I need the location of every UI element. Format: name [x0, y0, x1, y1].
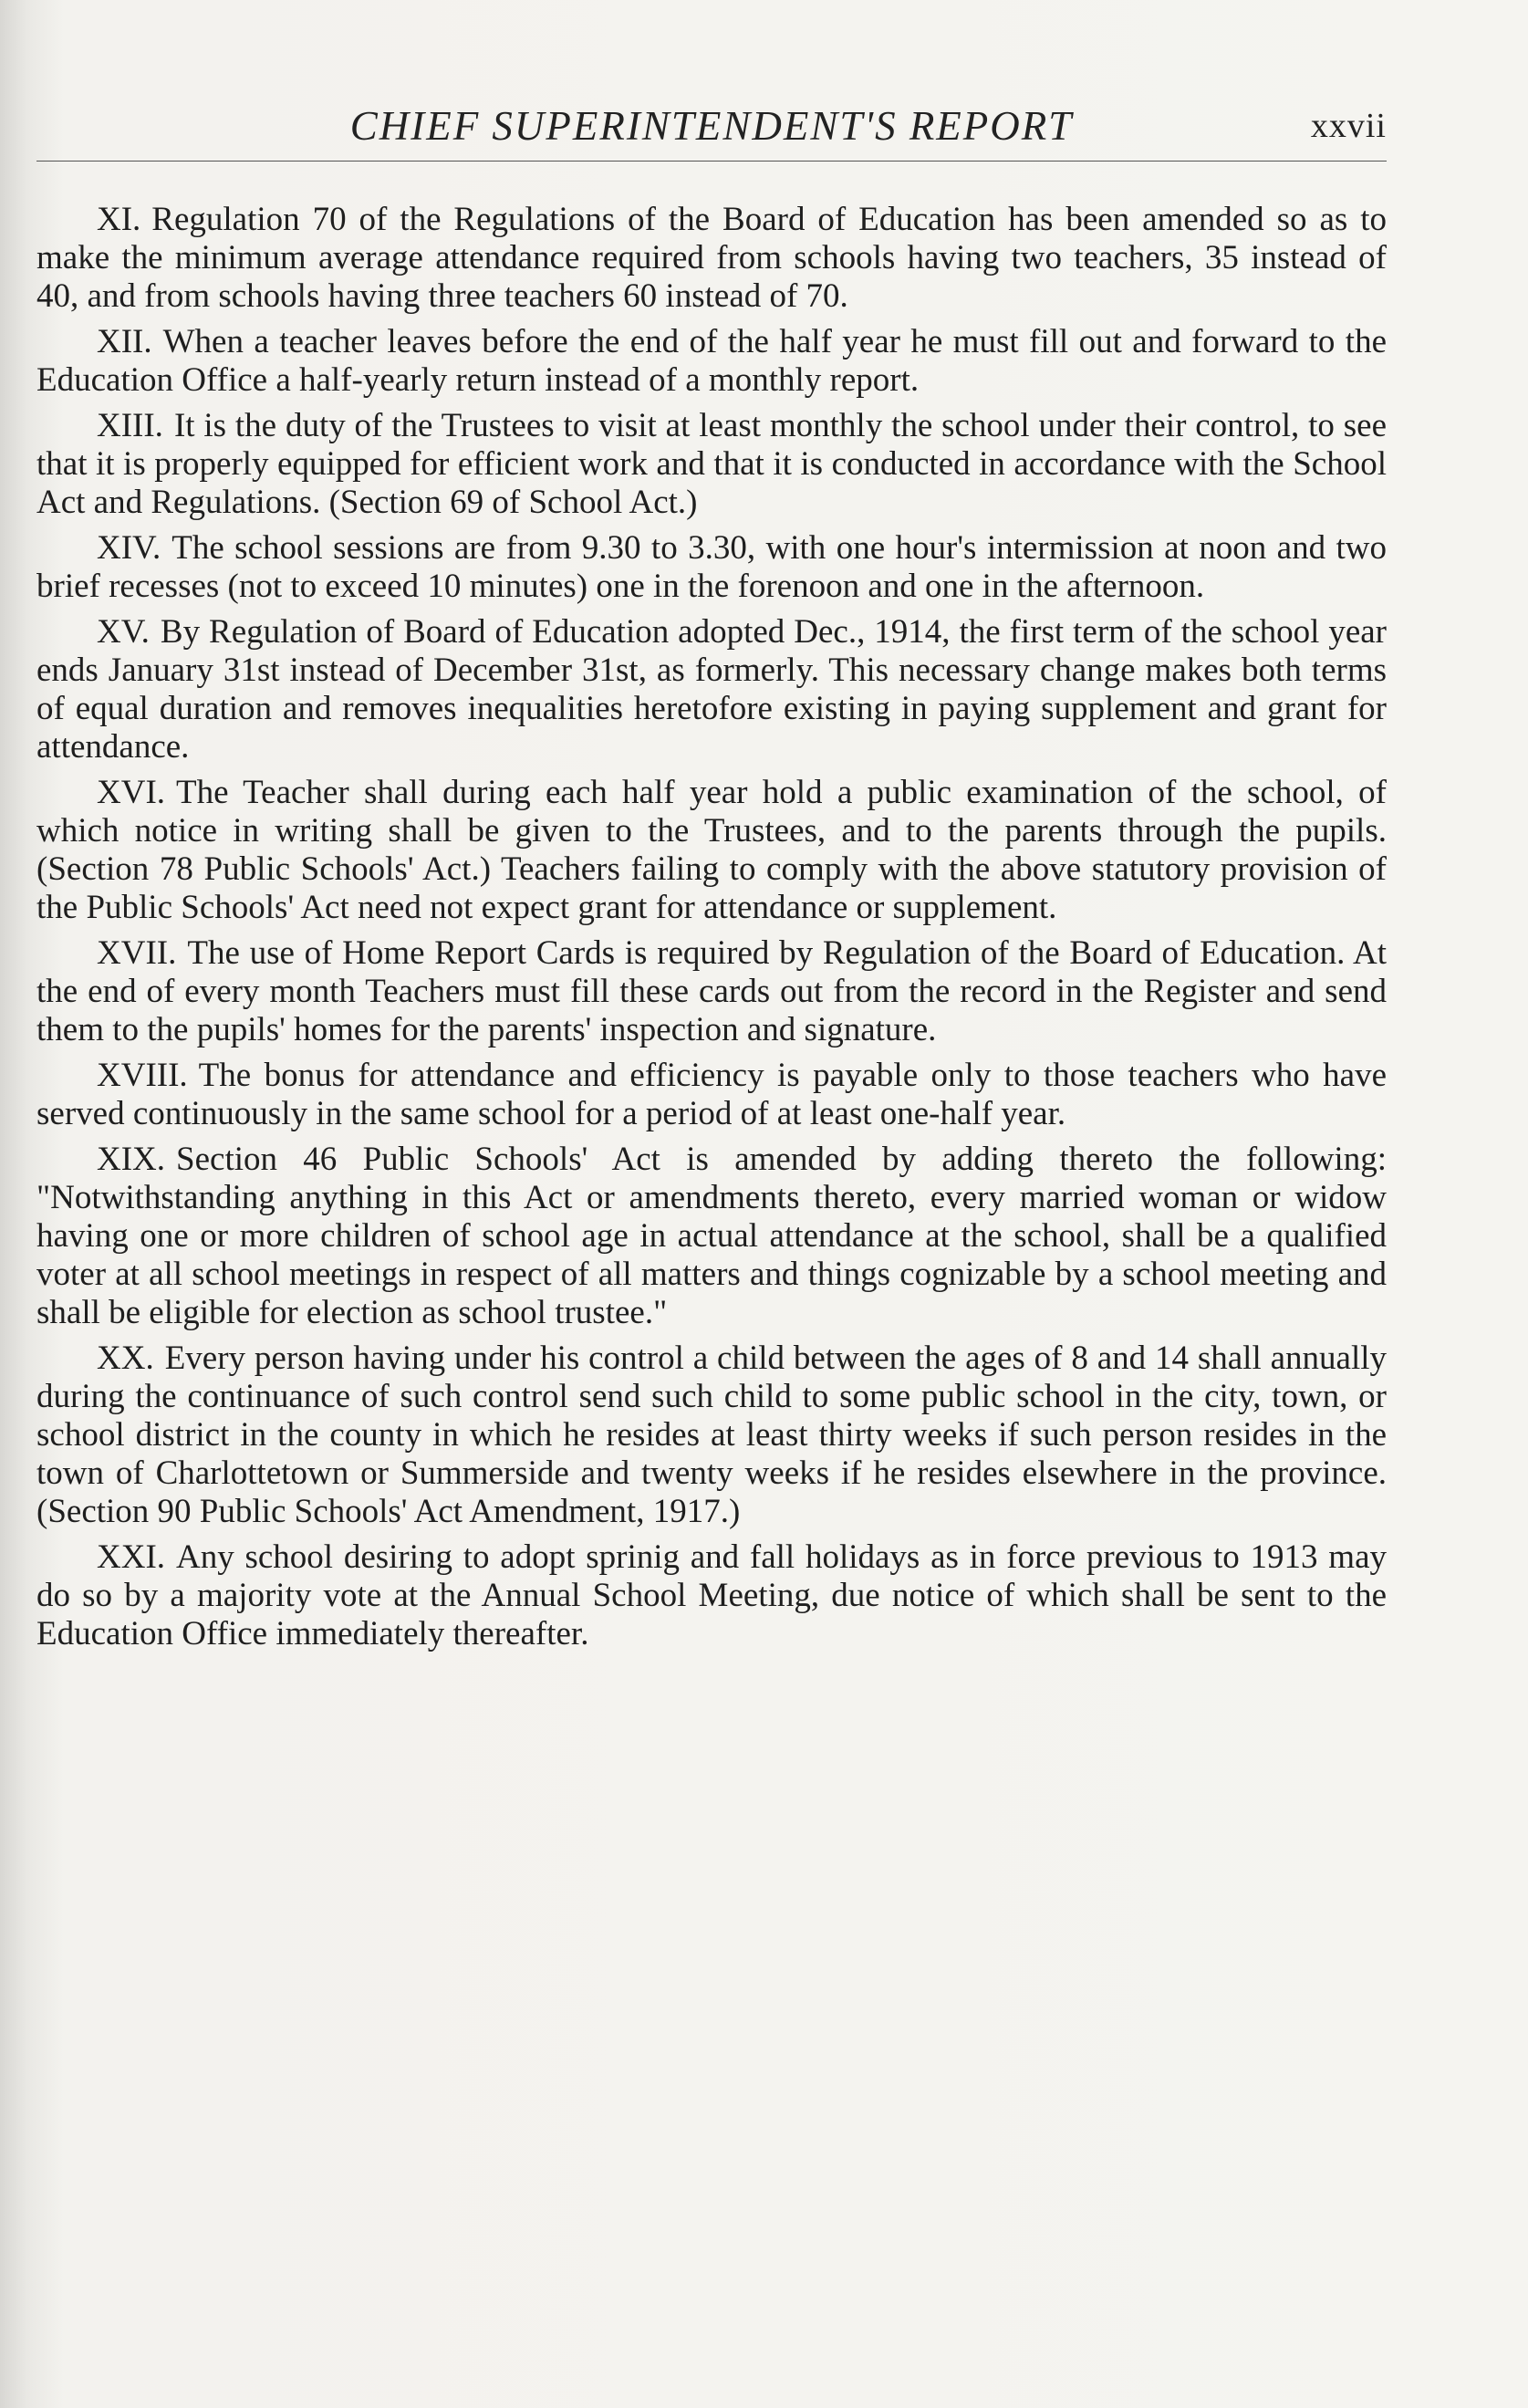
paragraph-xvii	[36, 934, 1387, 1049]
paragraph-text: By Regulation of Board of Education adopted Dec., 1914, the first term of the school year ends January 31st instead of December 31st, as formerly. This necessary change makes both terms of equal duration and removes inequalities heretofore existing in paying supplement and grant for attendance.	[36, 613, 1387, 766]
section-number: XXI.	[97, 1538, 166, 1576]
paragraph-xiv	[36, 529, 1387, 606]
paragraph-xix	[36, 1141, 1387, 1332]
section-number: XVI.	[97, 774, 166, 811]
section-number: XIII.	[97, 407, 163, 444]
paragraph-text: The Teacher shall during each half year hold a public examination of the school, of which notice in writing shall be given to the Trustees, and to the parents through the pupils. (Section 78 Public Schools' Act.) Teachers failing to comply with the above statutory provision of the Public Schools' Act need not expect grant for attendance or supplement.	[36, 774, 1387, 926]
paragraph-text: Regulation 70 of the Regulations of the Board of Education has been amended so as to make the minimum average attendance required from schools having two teachers, 35 instead of 40, and from schools having three teachers 60 instead of 70.	[36, 201, 1387, 315]
header-rule	[36, 161, 1387, 162]
paragraph-text: Section 46 Public Schools' Act is amended by adding thereto the following: "Notwithstanding anything in this Act or amendments thereto, every married woman or widow having one or more children of school age in actual attendance at the school, shall be a qualified voter at all school meetings in respect of all matters and things cognizable by a school meeting and shall be eligible for election as school trustee."	[36, 1141, 1387, 1331]
paragraph-text: Every person having under his control a child between the ages of 8 and 14 shall annually during the continuance of such control send such child to some public school in the city, town, or school district in the county in which he resides at least thirty weeks if such person resides in the town of Charlottetown or Summerside and twenty weeks if he resides elsewhere in the province. (Section 90 Public Schools' Act Amendment, 1917.)	[36, 1340, 1387, 1530]
paragraph-xx	[36, 1340, 1387, 1531]
report-body	[36, 201, 1387, 1661]
page-number: xxvii	[1310, 107, 1387, 145]
section-number: XVIII.	[97, 1057, 188, 1094]
section-number: XV.	[97, 613, 150, 651]
paragraph-xv	[36, 613, 1387, 766]
running-head: CHIEF SUPERINTENDENT'S REPORT	[349, 103, 1074, 149]
paragraph-text: Any school desiring to adopt sprinig and fall holidays as in force previous to 1913 may do so by a majority vote at the Annual School Meeting, due notice of which shall be sent to the Education Office immediately thereafter.	[36, 1538, 1387, 1652]
paragraph-xviii	[36, 1057, 1387, 1133]
section-number: XIV.	[97, 529, 161, 567]
paragraph-text: The bonus for attendance and efficiency is payable only to those teachers who have served continuously in the same school for a period of at least one-half year.	[36, 1057, 1387, 1132]
paragraph-xii	[36, 323, 1387, 400]
section-number: XX.	[97, 1340, 154, 1377]
paragraph-xxi	[36, 1538, 1387, 1653]
paragraph-xvi	[36, 774, 1387, 927]
paragraph-xi	[36, 201, 1387, 316]
paragraph-text: When a teacher leaves before the end of the half year he must fill out and forward to the Education Office a half-yearly return instead of a monthly report.	[36, 323, 1387, 399]
paragraph-text: It is the duty of the Trustees to visit at least monthly the school under their control, to see that it is properly equipped for efficient work and that it is conducted in accordance with the School Act and Regulations. (Section 69 of School Act.)	[36, 407, 1387, 521]
section-number: XVII.	[97, 934, 177, 972]
section-number: XII.	[97, 323, 152, 360]
section-number: XI.	[97, 201, 141, 238]
paragraph-text: The school sessions are from 9.30 to 3.30, with one hour's intermission at noon and two brief recesses (not to exceed 10 minutes) one in the forenoon and one in the afternoon.	[36, 529, 1387, 605]
section-number: XIX.	[97, 1141, 166, 1178]
paragraph-text: The use of Home Report Cards is required by Regulation of the Board of Education. At the end of every month Teachers must fill these cards out from the record in the Register and send them to the pupils' homes for the parents' inspection and signature.	[36, 934, 1387, 1048]
paragraph-xiii	[36, 407, 1387, 522]
page-header	[36, 102, 1387, 157]
